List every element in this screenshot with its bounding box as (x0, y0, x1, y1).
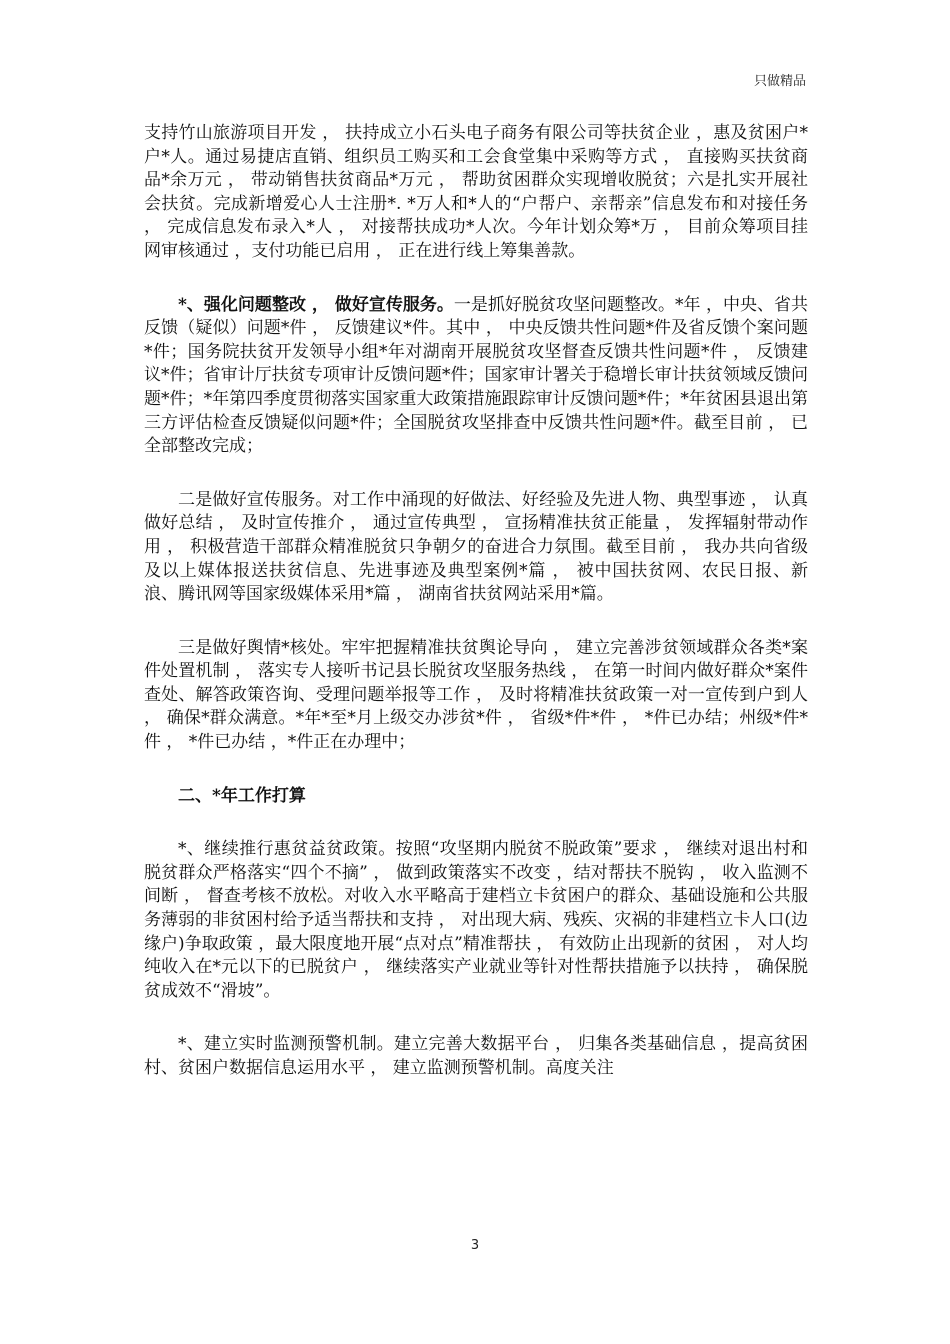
paragraph-3: 二是做好宣传服务。对工作中涌现的好做法、好经验及先进人物、典型事迹 ， 认真做好总结 ， 及时宣传推介 ， 通过宣传典型 ， 宣扬精准扶贫正能量 ， 发挥辐射带动作用 ， 积极营造干部群众精准脱贫只争朝夕的奋进合力氛围。截至目前 ， 我办共向省级及以上媒体报送扶贫信息、先进事迹及典型案例*篇 ， 被中国扶贫网、农民日报、新浪、腾讯网等国家级媒体采用*篇 ， 湖南省扶贫网站采用*篇。 (144, 489, 808, 605)
document-body (144, 122, 808, 1111)
section-heading: *、强化问题整改 ， 做好宣传服务。 (178, 294, 454, 315)
section-title: 二、*年工作打算 (178, 785, 306, 806)
paragraph-1: 支持竹山旅游项目开发 ， 扶持成立小石头电子商务有限公司等扶贫企业 ，惠及贫困户*户*人。通过易捷店直销、组织员工购买和工会食堂集中采购等方式 ， 直接购买扶贫商品*余万元 ， 带动销售扶贫商品*万元 ， 帮助贫困群众实现增收脱贫；六是扎实开展社会扶贫。完成新增爱心人士注册*. *万人和*人的“户帮户、亲帮亲”信息发布和对接任务 ， 完成信息发布录入*人 ， 对接帮扶成功*人次。今年计划众筹*万 ， 目前众筹项目挂网审核通过 ，支付功能已启用 ， 正在进行线上筹集善款。 (144, 123, 808, 261)
paragraph-4: 三是做好舆情*核处。牢牢把握精准扶贫舆论导向 ， 建立完善涉贫领域群众各类*案件处置机制 ， 落实专人接听书记县长脱贫攻坚服务热线 ， 在第一时间内做好群众*案件查处、解答政策咨询、受理问题举报等工作 ， 及时将精准扶贫政策一对一宣传到户到人 ， 确保*群众满意。*年*至*月上级交办涉贫*件 ， 省级*件*件 ， *件已办结；州级*件*件 ， *件已办结 ，*件正在办理中； (144, 637, 808, 753)
page-header: 只做精品 (753, 74, 806, 89)
paragraph-text: 一是抓好脱贫攻坚问题整改。*年 ，中央、省共反馈（疑似）问题*件 ， 反馈建议*件。其中 ， 中央反馈共性问题*件及省反馈个案问题*件；国务院扶贫开发领导小组*年对湖南开展脱贫攻坚督查反馈共性问题*件 ， 反馈建议*件；省审计厅扶贫专项审计反馈问题*件；国家审计署关于稳增长审计扶贫领域反馈问题*件；*年第四季度贯彻落实国家重大政策措施跟踪审计反馈问题*件；*年贫困县退出第三方评估检查反馈疑似问题*件；全国脱贫攻坚排查中反馈共性问题*件。截至目前 ， 已全部整改完成； (144, 294, 809, 457)
paragraph-5: *、继续推行惠贫益贫政策。按照“攻坚期内脱贫不脱政策”要求 ， 继续对退出村和脱贫群众严格落实“四个不摘” ， 做到政策落实不改变 ，结对帮扶不脱钩 ， 收入监测不间断 ， 督查考核不放松。对收入水平略高于建档立卡贫困户的群众、基础设施和公共服务薄弱的非贫困村给予适当帮扶和支持 ， 对出现大病、残疾、灾祸的非建档立卡人口(边缘户)争取政策 ，最大限度地开展“点对点”精准帮扶 ， 有效防止出现新的贫困 ， 对人均纯收入在*元以下的已脱贫户 ， 继续落实产业就业等针对性帮扶措施予以扶持 ， 确保脱贫成效不“滑坡”。 (144, 839, 808, 1001)
paragraph-2 (144, 294, 808, 459)
page-number: 3 (470, 1238, 480, 1253)
paragraph-6: *、建立实时监测预警机制。建立完善大数据平台 ， 归集各类基础信息 ，提高贫困村、贫困户数据信息运用水平 ， 建立监测预警机制。高度关注 (144, 1034, 808, 1078)
